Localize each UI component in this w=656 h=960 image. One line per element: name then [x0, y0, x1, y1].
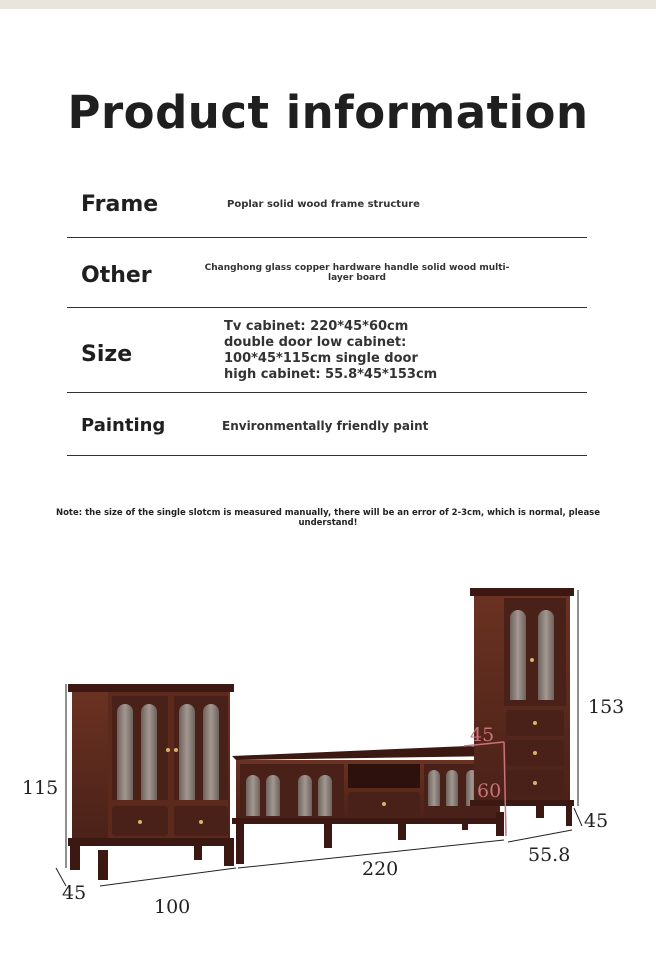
spec-label: Frame	[81, 192, 159, 217]
tv-cabinet	[232, 746, 504, 864]
dim-tv-width: 220	[362, 858, 399, 880]
spec-value: Environmentally friendly paint	[222, 419, 429, 433]
spec-label: Painting	[81, 415, 166, 436]
measurement-note: Note: the size of the single slotcm is measured manually, there will be an error of 2-3cm, which is normal, please understand!	[55, 508, 601, 528]
spec-label: Size	[81, 342, 133, 367]
dim-tv-depth: 45	[470, 724, 495, 746]
size-line: Tv cabinet: 220*45*60cm	[224, 319, 409, 334]
size-line: double door low cabinet:	[224, 335, 407, 350]
dim-tv-height: 60	[477, 780, 502, 802]
spec-value: Changhong glass copper hardware handle solid wood multi-layer board	[204, 263, 510, 283]
spec-label: Other	[81, 263, 152, 288]
dim-low-width: 100	[154, 896, 191, 918]
spec-value: Poplar solid wood frame structure	[227, 199, 420, 210]
low-cabinet	[68, 684, 234, 880]
page-title: Product information	[67, 86, 589, 139]
dim-high-depth: 45	[584, 810, 609, 832]
dim-high-width: 55.8	[528, 844, 571, 866]
size-line: 100*45*115cm single door	[224, 351, 418, 366]
dim-high-height: 153	[588, 696, 625, 718]
size-line: high cabinet: 55.8*45*153cm	[224, 367, 438, 382]
dim-low-depth: 45	[62, 882, 87, 904]
dim-low-height: 115	[22, 777, 59, 799]
